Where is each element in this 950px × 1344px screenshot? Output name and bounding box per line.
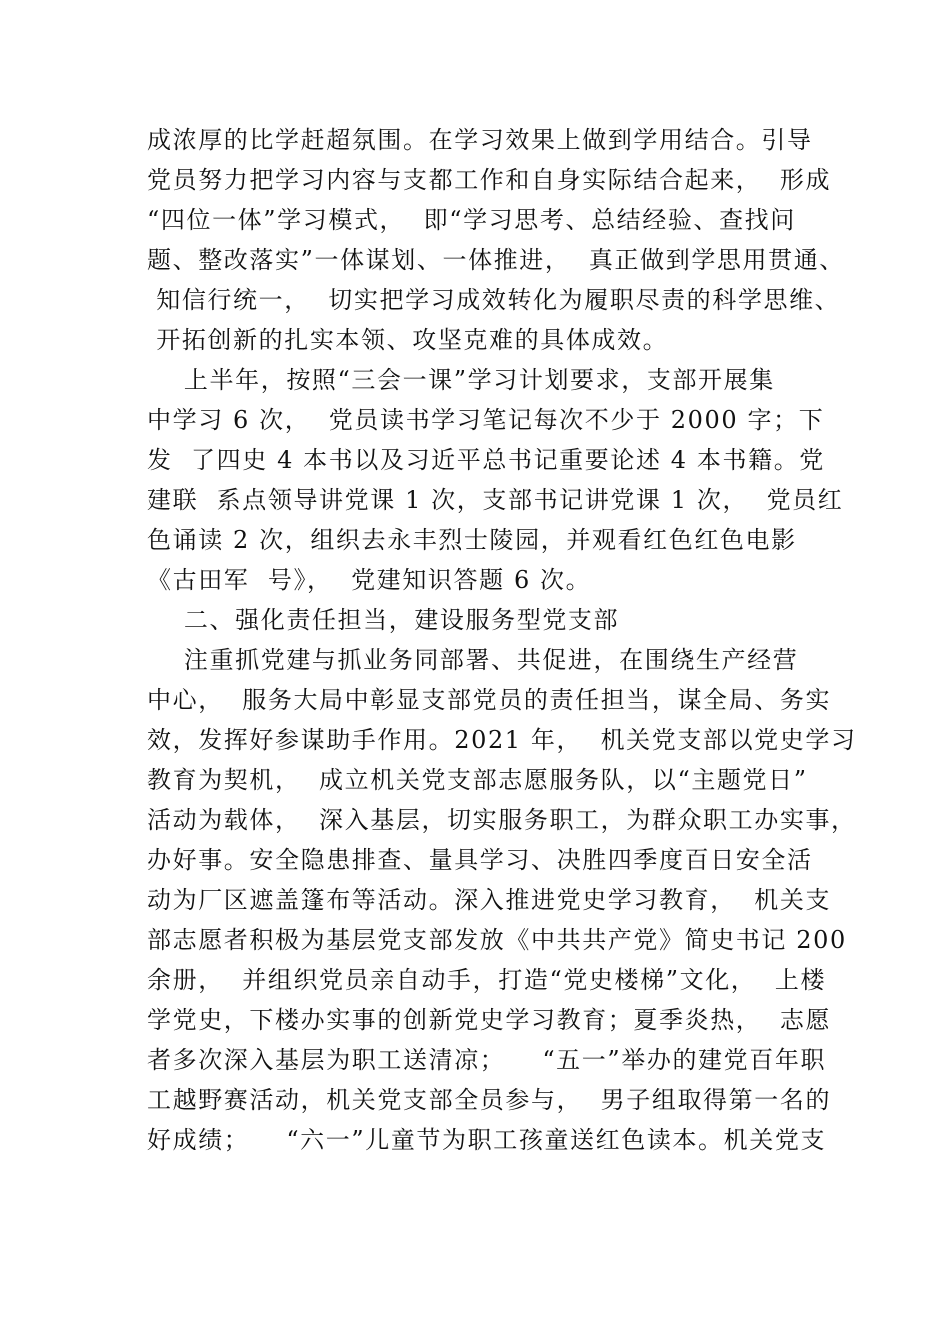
text-line: “四位一体”学习模式， 即“学习思考、总结经验、查找问	[147, 206, 796, 234]
text-line: 教育为契机， 成立机关党支部志愿服务队，以“主题党日”	[147, 766, 808, 794]
text-line: 动为厂区遮盖篷布等活动。深入推进党史学习教育， 机关支	[147, 886, 832, 914]
text-line: 成浓厚的比学赶超氛围。在学习效果上做到学用结合。引导	[147, 126, 813, 154]
text-line: 者多次深入基层为职工送清凉； “五一”举办的建党百年职	[147, 1046, 827, 1074]
text-line: 办好事。安全隐患排查、量具学习、决胜四季度百日安全活	[147, 846, 813, 874]
text-line: 上半年，按照“三会一课”学习计划要求，支部开展集	[147, 366, 775, 394]
text-line: 工越野赛活动，机关党支部全员参与， 男子组取得第一名的	[147, 1086, 832, 1114]
text-line: 活动为载体， 深入基层，切实服务职工，为群众职工办实事，	[147, 806, 857, 834]
text-line: 建联 系点领导讲党课 1 次，支部书记讲党课 1 次， 党员红	[147, 486, 844, 514]
text-line: 题、整改落实”一体谋划、一体推进， 真正做到学思用贯通、	[147, 246, 845, 274]
section-heading: 二、强化责任担当，建设服务型党支部	[147, 606, 620, 634]
text-line: 余册， 并组织党员亲自动手，打造“党史楼梯”文化， 上楼	[147, 966, 827, 994]
text-line: 发 了四史 4 本书以及习近平总书记重要论述 4 本书籍。党	[147, 446, 825, 474]
text-line: 开拓创新的扎实本领、攻坚克难的具体成效。	[147, 326, 669, 354]
text-line: 部志愿者积极为基层党支部发放《中共共产党》简史书记 200	[147, 926, 847, 954]
text-line: 中心， 服务大局中彰显支部党员的责任担当，谋全局、务实	[147, 686, 832, 714]
text-line: 注重抓党建与抓业务同部署、共促进，在围绕生产经营	[147, 646, 799, 674]
text-line: 效，发挥好参谋助手作用。2021 年， 机关党支部以党史学习	[147, 726, 857, 754]
text-line: 好成绩； “六一”儿童节为职工孩童送红色读本。机关党支	[147, 1126, 827, 1154]
text-line: 《古田军 号》， 党建知识答题 6 次。	[147, 566, 592, 594]
text-line: 色诵读 2 次，组织去永丰烈士陵园，并观看红色红色电影	[147, 526, 797, 554]
text-line: 中学习 6 次， 党员读书学习笔记每次不少于 2000 字；下	[147, 406, 825, 434]
text-line: 学党史，下楼办实事的创新党史学习教育；夏季炎热， 志愿	[147, 1006, 832, 1034]
text-line: 知信行统一， 切实把学习成效转化为履职尽责的科学思维、	[147, 286, 841, 314]
text-line: 党员努力把学习内容与支都工作和自身实际结合起来， 形成	[147, 166, 832, 194]
